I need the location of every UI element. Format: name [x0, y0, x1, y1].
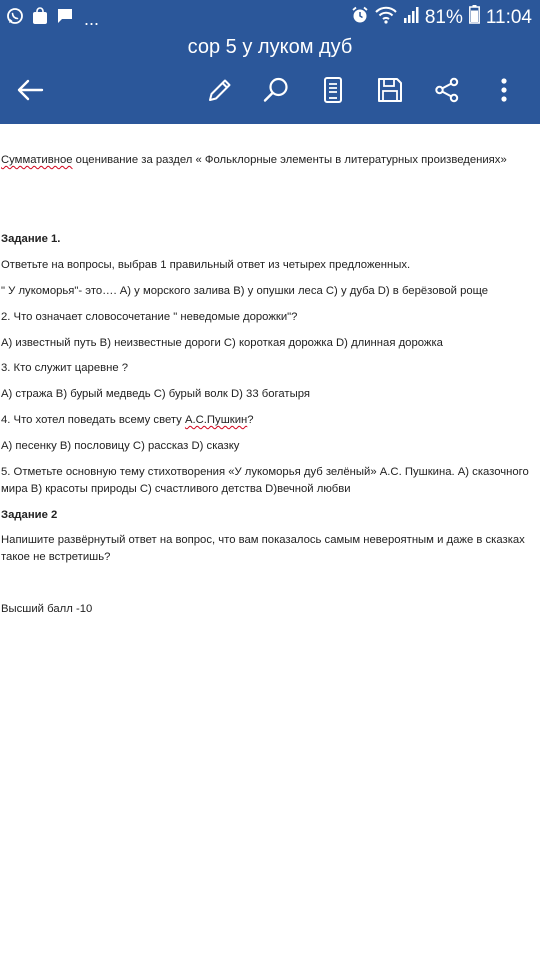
edit-button[interactable] — [202, 74, 238, 110]
alarm-icon — [351, 6, 369, 30]
shopping-bag-icon — [32, 7, 48, 30]
share-button[interactable] — [429, 74, 465, 110]
search-icon — [262, 76, 290, 109]
save-icon — [377, 77, 403, 108]
question-4-text: 4. Что хотел поведать всему свету — [1, 414, 185, 426]
task1-instruction: Ответьте на вопросы, выбрав 1 правильный ответ из четырех предложенных. — [1, 259, 411, 271]
question-5: 5. Отметьте основную тему стихотворения «У лукоморья дуб зелёный» А.С. Пушкина. А) сказочного мира В) красоты природы С) счастливого детства D)вечной любви — [1, 466, 529, 495]
whatsapp-icon — [6, 7, 24, 30]
back-button[interactable] — [12, 74, 48, 110]
message-icon — [56, 7, 74, 30]
status-bar — [0, 0, 540, 32]
back-arrow-icon — [16, 78, 44, 107]
save-button[interactable] — [372, 74, 408, 110]
question-1: " У лукоморья"- это…. А) у морского залива В) у опушки леса С) у дуба D) в берёзовой роще — [1, 285, 489, 297]
question-4 — [1, 412, 538, 429]
question-3-answers: А) стража В) бурый медведь С) бурый волк D) 33 богатыря — [1, 388, 310, 400]
signal-icon — [403, 6, 419, 30]
wifi-icon — [375, 6, 397, 30]
app-bar — [0, 0, 540, 124]
toolbar — [0, 70, 540, 114]
question-3: 3. Кто служит царевне ? — [1, 362, 129, 374]
more-options-button[interactable] — [486, 74, 522, 110]
max-score: Высший балл -10 — [1, 603, 93, 615]
question-2: 2. Что означает словосочетание " неведомые дорожки"? — [1, 311, 298, 323]
question-4-answers: А) песенку В) пословицу С) рассказ D) сказку — [1, 440, 240, 452]
share-icon — [434, 77, 460, 108]
clock: 11:04 — [485, 6, 532, 28]
notification-icons — [6, 7, 99, 30]
spellcheck-word: А.С.Пушкин — [184, 414, 248, 426]
heading-text: оценивание за раздел « Фольклорные элементы в литературных произведениях» — [72, 154, 507, 166]
reading-view-icon — [323, 76, 343, 109]
question-2-answers: А) известный путь В) неизвестные дороги С) короткая дорожка D) длинная дорожка — [1, 337, 443, 349]
overflow-indicator: ... — [84, 8, 100, 29]
more-vert-icon — [500, 77, 508, 108]
search-button[interactable] — [258, 74, 294, 110]
task2-text: Напишите развёрнутый ответ на вопрос, что вам показалось самым невероятным и даже в сказках такое не встретишь? — [1, 534, 525, 563]
status-right — [351, 5, 532, 30]
document-page[interactable] — [0, 124, 540, 960]
task1-title: Задание 1. — [1, 233, 61, 245]
task2-title: Задание 2 — [1, 509, 58, 521]
document-title: сор 5 у луком дуб — [187, 36, 353, 58]
question-4-end: ? — [247, 414, 254, 426]
battery-icon — [469, 5, 480, 30]
document-heading — [1, 152, 538, 169]
battery-percent: 81% — [424, 6, 463, 28]
spellcheck-word: Суммативное — [1, 154, 73, 166]
reading-view-button[interactable] — [315, 74, 351, 110]
pencil-icon — [207, 77, 233, 108]
